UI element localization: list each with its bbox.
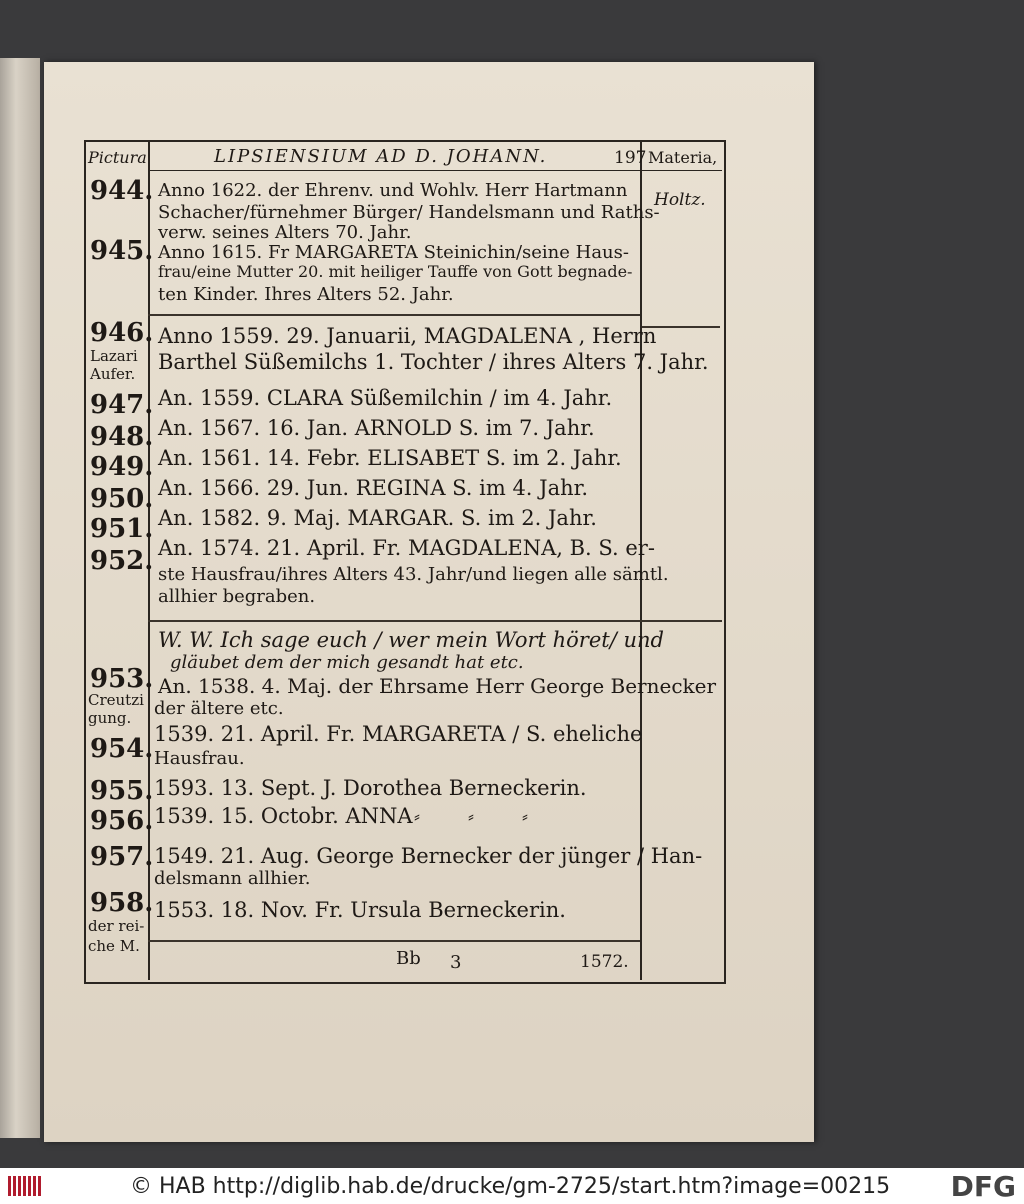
header-materia: Materia, <box>648 148 718 167</box>
entry-number: 949. <box>90 452 154 482</box>
hab-logo-icon <box>6 1172 46 1200</box>
entry-number: 946. <box>90 318 154 348</box>
entry-line: Anno 1615. Fr MARGARETA Steinichin/seine Haus- <box>158 242 629 263</box>
entry-number: 952. <box>90 546 154 576</box>
entry-line: ste Hausfrau/ihres Alters 43. Jahr/und liegen alle sämtl. <box>158 564 669 585</box>
material-holtz: Holtz. <box>654 190 706 210</box>
entry-line: 1593. 13. Sept. J. Dorothea Berneckerin. <box>154 776 587 800</box>
header-pictura: Pictura <box>88 148 147 167</box>
row-separator <box>148 940 640 942</box>
entry-line: 1553. 18. Nov. Fr. Ursula Berneckerin. <box>154 898 566 922</box>
copyright-link[interactable]: © HAB http://diglib.hab.de/drucke/gm-2725/start.htm?image=00215 <box>130 1174 891 1199</box>
entry-line: frau/eine Mutter 20. mit heiliger Tauffe von Gott begnade- <box>158 262 633 281</box>
entry-number: 957. <box>90 842 154 872</box>
entry-line: An. 1538. 4. Maj. der Ehrsame Herr George Bernecker <box>158 674 717 698</box>
entry-line: 1549. 21. Aug. George Bernecker der jünger / Han- <box>154 844 703 868</box>
dfg-logo: DFG <box>950 1170 1016 1203</box>
ditto-marks: ⸗⸗⸗ <box>414 806 576 827</box>
entry-line: An. 1582. 9. Maj. MARGAR. S. im 2. Jahr. <box>158 506 597 530</box>
entry-number: 945. <box>90 236 154 266</box>
entry-line: Anno 1622. der Ehrenv. und Wohlv. Herr Hartmann <box>158 180 628 201</box>
entry-line: delsmann allhier. <box>154 868 311 889</box>
entry-line: An. 1574. 21. April. Fr. MAGDALENA, B. S. er- <box>158 536 655 560</box>
page-number: 197 <box>614 148 647 168</box>
entry-number: 950. <box>90 484 154 514</box>
entry-line: Barthel Süßemilchs 1. Tochter / ihres Alters 7. Jahr. <box>158 350 709 374</box>
entry-line: W. W. Ich sage euch / wer mein Wort höret/ und <box>158 628 664 652</box>
margin-note: Creutzi <box>88 691 144 709</box>
margin-note: gung. <box>88 709 132 727</box>
header-rule <box>148 170 722 171</box>
entry-line: allhier begraben. <box>158 586 316 607</box>
signature-number: 3 <box>450 952 462 973</box>
entry-line: 1539. 15. Octobr. ANNA <box>154 804 413 828</box>
row-separator <box>148 620 722 622</box>
signature-mark: Bb <box>396 948 421 969</box>
entry-line: gläubet dem der mich gesandt hat etc. <box>170 652 524 673</box>
header-title: LIPSIENSIUM AD D. JOHANN. <box>214 146 548 167</box>
entry-line: An. 1567. 16. Jan. ARNOLD S. im 7. Jahr. <box>158 416 595 440</box>
margin-note: che M. <box>88 937 140 955</box>
entry-line: An. 1566. 29. Jun. REGINA S. im 4. Jahr. <box>158 476 589 500</box>
entry-line: Anno 1559. 29. Januarii, MAGDALENA , Herrn <box>158 324 657 348</box>
entry-number: 954. <box>90 734 154 764</box>
entry-number: 948. <box>90 422 154 452</box>
entry-line: 1539. 21. April. Fr. MARGARETA / S. eheliche <box>154 722 643 746</box>
entry-line: Schacher/fürnehmer Bürger/ Handelsmann und Raths- <box>158 202 660 223</box>
entry-line: ten Kinder. Ihres Alters 52. Jahr. <box>158 284 454 305</box>
adjacent-book-edge <box>0 58 40 1138</box>
entry-line: verw. seines Alters 70. Jahr. <box>158 222 412 243</box>
entry-line: An. 1561. 14. Febr. ELISABET S. im 2. Jahr. <box>158 446 622 470</box>
entry-number: 955. <box>90 776 154 806</box>
entry-number: 958. <box>90 888 154 918</box>
entry-line: der ältere etc. <box>154 698 284 719</box>
margin-note: der rei- <box>88 917 145 935</box>
catchword: 1572. <box>580 952 629 972</box>
entry-number: 953. <box>90 664 154 694</box>
entry-line: An. 1559. CLARA Süßemilchin / im 4. Jahr. <box>158 386 613 410</box>
entry-number: 951. <box>90 514 154 544</box>
margin-note: Lazari <box>90 347 138 365</box>
margin-note: Aufer. <box>90 365 136 383</box>
row-separator <box>148 314 640 316</box>
entry-number: 944. <box>90 176 154 206</box>
credit-bar <box>0 1168 1024 1204</box>
entry-line: Hausfrau. <box>154 748 245 769</box>
entry-number: 956. <box>90 806 154 836</box>
entry-number: 947. <box>90 390 154 420</box>
